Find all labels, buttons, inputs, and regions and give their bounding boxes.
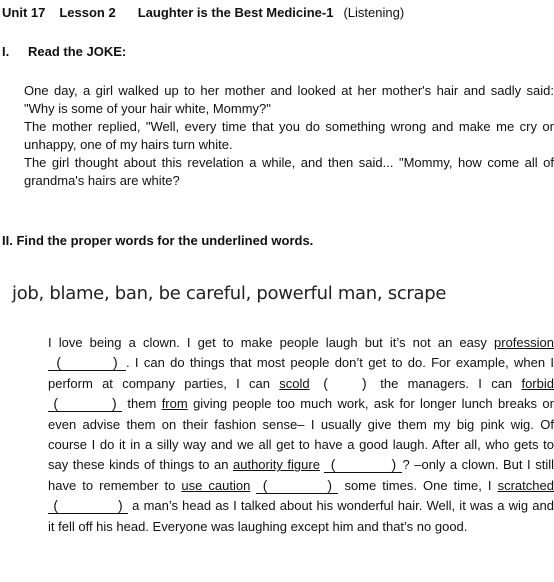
- story-text-8: a man’s head as I talked about his wonderful hair. Well, it was a wig and it fell off his head. Everyone was laughing except him and that’s no good.: [48, 498, 554, 534]
- lesson-tag: (Listening): [343, 5, 405, 20]
- story-text: [48, 333, 554, 537]
- answer-blank-3[interactable]: ( ): [48, 396, 122, 412]
- section-2-heading: II. Find the proper words for the underlined words.: [2, 233, 314, 248]
- answer-blank-2[interactable]: ( ): [323, 374, 367, 391]
- story-text-4: them: [127, 396, 157, 412]
- story-text-7: some times. One time, I: [344, 477, 492, 493]
- story-text-6: ? –only a clown. But I still have to remember to: [48, 457, 554, 493]
- underlined-word-use-caution: use caution: [181, 477, 251, 493]
- page-header: [2, 5, 404, 20]
- underlined-word-scratched: scratched: [497, 477, 554, 493]
- lesson-label: Lesson 2: [59, 5, 116, 20]
- story-text-1: I love being a clown. I get to make people laugh but it’s not an easy: [48, 335, 487, 350]
- answer-blank-6[interactable]: ( ): [48, 498, 128, 514]
- joke-text: [24, 82, 554, 190]
- joke-paragraph-3: The girl thought about this revelation a while, and then said... "Mommy, how come all of grandma's hairs are white?: [24, 155, 554, 188]
- story-text-2: . I can do things that most people don’t get to do. For example, when I perform at company parties, I can: [48, 355, 554, 391]
- answer-blank-4[interactable]: ( ): [324, 457, 402, 473]
- story-text-5: giving people too much work, ask for longer lunch breaks or even advise them on their fashion sense– I usually give them my big pink wig. Of course I do it in a silly way and we all get to have a good laugh. After all, who gets to say these kinds of things to an: [48, 396, 554, 473]
- section-1-heading: [2, 44, 126, 59]
- story-text-3: the managers. I can: [380, 375, 513, 391]
- underlined-word-forbid: forbid: [521, 375, 554, 391]
- joke-paragraph-1: One day, a girl walked up to her mother and looked at her mother's hair and sadly said: "Why is some of your hair white, Mommy?": [24, 83, 554, 116]
- section-1-title: Read the JOKE:: [28, 44, 127, 59]
- word-bank: job, blame, ban, be careful, powerful man, scrape: [12, 283, 447, 304]
- underlined-word-from: from: [161, 396, 188, 412]
- underlined-word-authority-figure: authority figure: [233, 457, 320, 473]
- underlined-word-scold: scold: [279, 375, 310, 391]
- answer-blank-5[interactable]: ( ): [256, 478, 338, 494]
- underlined-word-profession: profession: [494, 335, 554, 350]
- lesson-title: Laughter is the Best Medicine-1: [137, 5, 334, 20]
- section-1-number: I.: [2, 44, 10, 59]
- answer-blank-1[interactable]: ( ): [48, 355, 126, 371]
- joke-paragraph-2: The mother replied, "Well, every time that you do something wrong and make me cry or unhappy, one of my hairs turn white.: [24, 119, 554, 152]
- unit-label: Unit 17: [2, 5, 46, 20]
